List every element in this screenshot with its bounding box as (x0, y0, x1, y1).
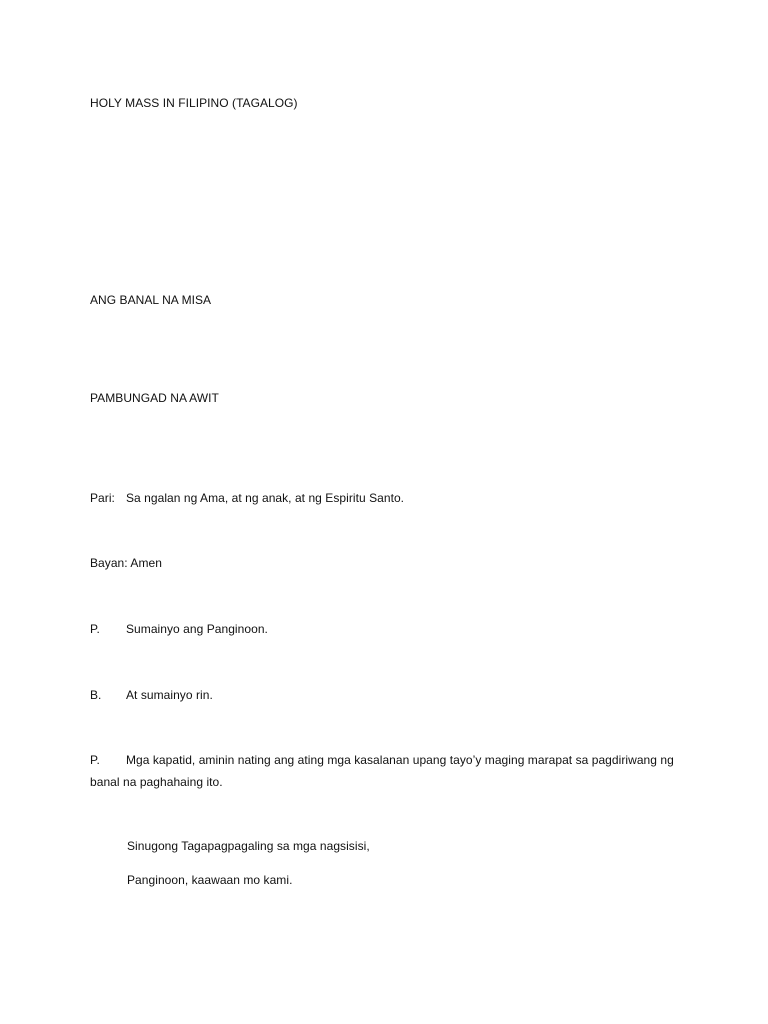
line-text: Amen (130, 556, 162, 570)
indented-line-panginoon: Panginoon, kaawaan mo kami. (127, 873, 293, 887)
line-b-sumainyo-rin (90, 687, 213, 703)
speaker-label: P. (90, 622, 100, 636)
speaker-label: Pari: (90, 491, 115, 505)
speaker-label: P. (90, 753, 100, 767)
line-p-mga-kapatid (90, 749, 690, 793)
heading-ang-banal-na-misa: ANG BANAL NA MISA (90, 293, 212, 307)
line-text: Sumainyo ang Panginoon. (126, 622, 268, 636)
indented-line-sinugong: Sinugong Tagapagpagaling sa mga nagsisisi, (127, 839, 370, 853)
line-text: Sa ngalan ng Ama, at ng anak, at ng Espiritu Santo. (126, 491, 405, 505)
line-p-sumainyo (90, 621, 268, 637)
document-title: HOLY MASS IN FILIPINO (TAGALOG) (90, 96, 298, 110)
speaker-label: B. (90, 688, 102, 702)
line-pari (90, 490, 404, 506)
speaker-label: Bayan: (90, 556, 128, 570)
heading-pambungad-na-awit: PAMBUNGAD NA AWIT (90, 391, 219, 405)
line-text: At sumainyo rin. (126, 688, 213, 702)
line-text: Mga kapatid, aminin nating ang ating mga kasalanan upang tayo’y maging marapat sa pagdiriwang ng banal na paghahaing ito. (90, 753, 674, 789)
line-bayan (90, 555, 162, 571)
